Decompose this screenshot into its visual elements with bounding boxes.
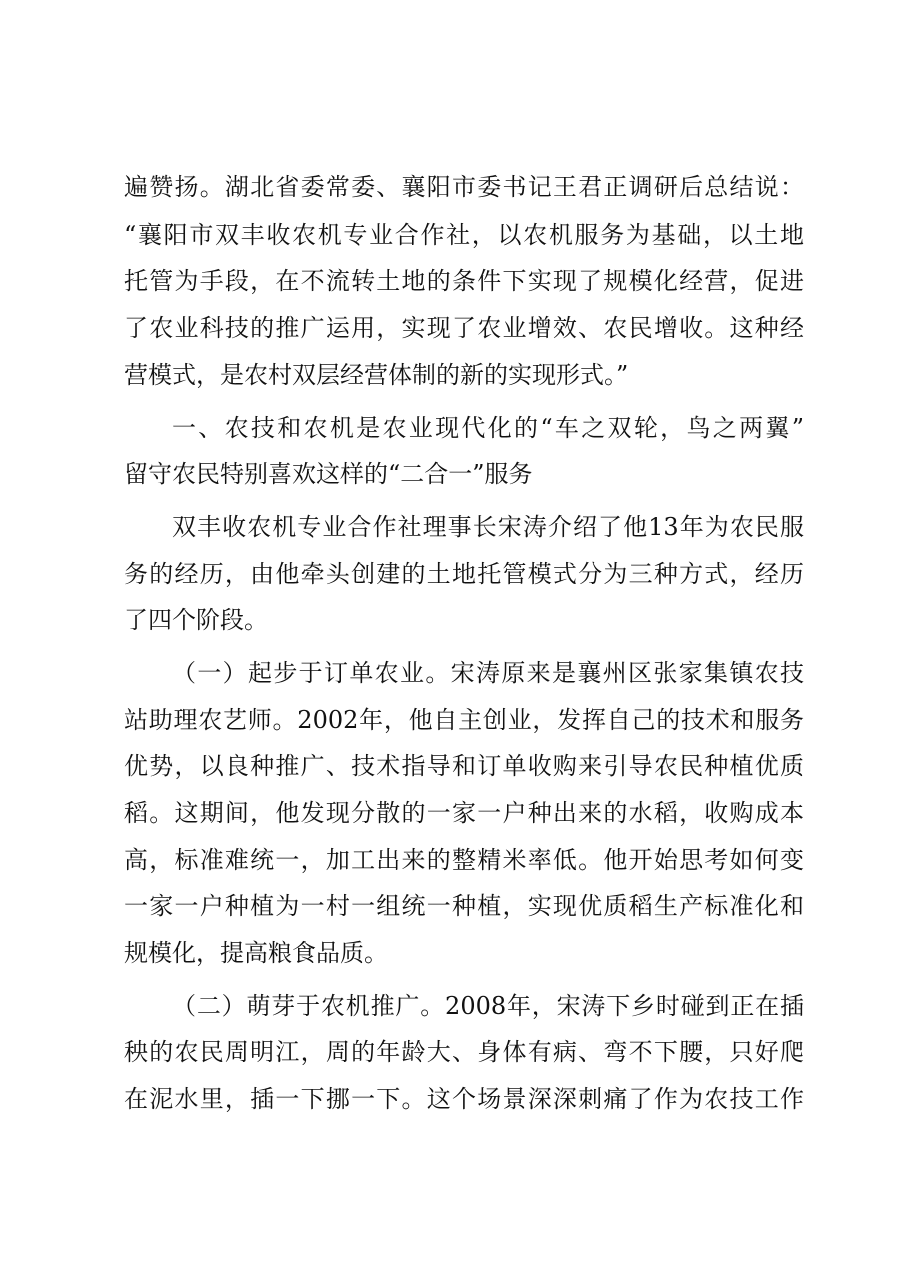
text-line: 站助理农艺师。2002年，他自主创业，发挥自己的技术和服务 xyxy=(124,706,804,734)
text-line: 营模式，是农村双层经营体制的新的实现形式。” xyxy=(124,361,629,389)
text-line: 高，标准难统一，加工出来的整精米率低。他开始思考如何变 xyxy=(124,846,804,874)
text-line: 了农业科技的推广运用，实现了农业增效、农民增收。这种经 xyxy=(124,314,804,342)
text-line: 规模化，提高粮食品质。 xyxy=(124,939,388,967)
text-line: 秧的农民周明江，周的年龄大、身体有病、弯不下腰，只好爬 xyxy=(124,1038,804,1066)
text-line: 在泥水里，插一下挪一下。这个场景深深刺痛了作为农技工作 xyxy=(124,1085,804,1113)
text-line: 托管为手段，在不流转土地的条件下实现了规模化经营，促进 xyxy=(124,267,804,295)
text-line: 稻。这期间，他发现分散的一家一户种出来的水稻，收购成本 xyxy=(124,799,804,827)
text-line: 务的经历，由他牵头创建的土地托管模式分为三种方式，经历 xyxy=(124,560,804,588)
text-line: 一家一户种植为一村一组统一种植，实现优质稻生产标准化和 xyxy=(124,892,804,920)
section-heading: 一、农技和农机是农业现代化的“车之双轮，鸟之两翼” xyxy=(172,414,804,442)
section-heading: 留守农民特别喜欢这样的“二合一”服务 xyxy=(124,460,533,488)
text-line: 优势，以良种推广、技术指导和订单收购来引导农民种植优质 xyxy=(124,752,804,780)
text-line: 遍赞扬。湖北省委常委、襄阳市委书记王君正调研后总结说： xyxy=(124,173,804,201)
text-line: 双丰收农机专业合作社理事长宋涛介绍了他13年为农民服 xyxy=(172,513,804,541)
text-line: （一）起步于订单农业。宋涛原来是襄州区张家集镇农技 xyxy=(172,659,804,687)
text-line: （二）萌芽于农机推广。2008年，宋涛下乡时碰到正在插 xyxy=(172,992,804,1020)
text-line: 了四个阶段。 xyxy=(124,606,268,634)
text-line: “襄阳市双丰收农机专业合作社，以农机服务为基础，以土地 xyxy=(124,221,804,249)
